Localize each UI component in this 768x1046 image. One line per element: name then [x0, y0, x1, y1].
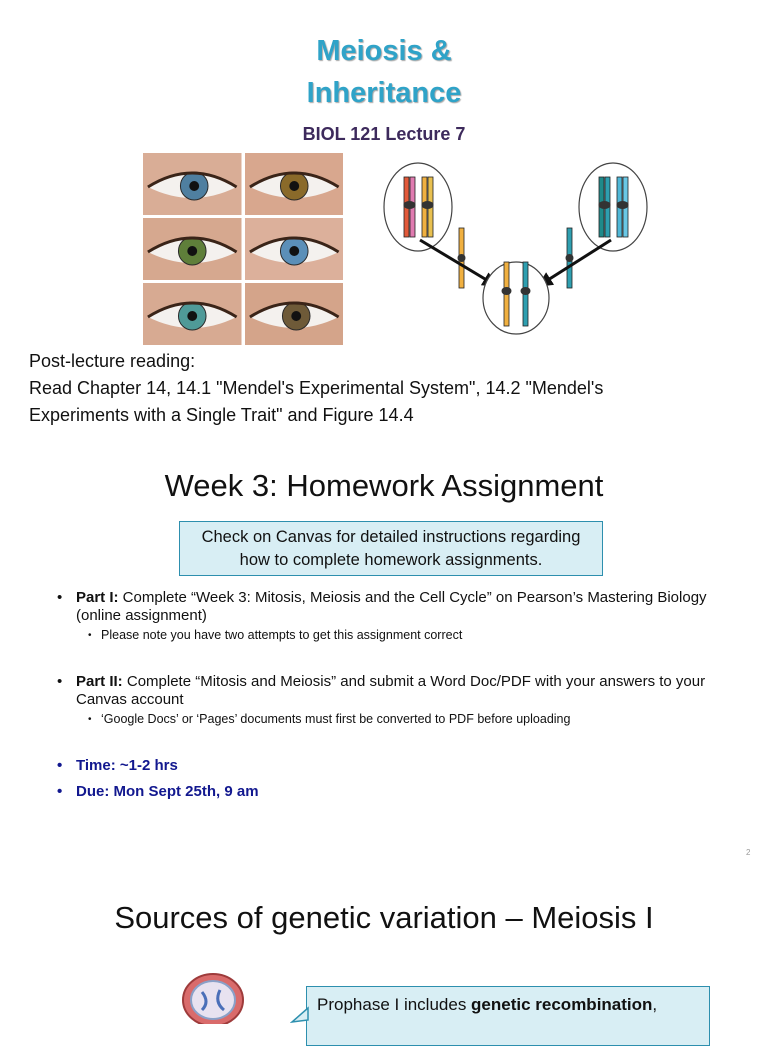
- prophase-bold-text: genetic recombination: [471, 995, 653, 1014]
- reading-line: Read Chapter 14, 14.1 "Mendel's Experimental System", 14.2 "Mendel's: [29, 378, 604, 398]
- page-number: 2: [746, 848, 751, 857]
- part2-text: Complete “Mitosis and Meiosis” and submit a Word Doc/PDF with your answers to your Canvas account: [76, 673, 706, 708]
- title-line-1: Meiosis &: [316, 35, 452, 67]
- time-estimate: • Time: ~1-2 hrs: [57, 757, 717, 775]
- eye-color-photo-grid: [143, 153, 343, 345]
- callout-line: how to complete homework assignments.: [239, 551, 543, 569]
- part2-label: Part II:: [76, 673, 123, 690]
- callout-pointer: [290, 1006, 310, 1024]
- offspring-cell: [483, 262, 549, 334]
- eye-photo: [143, 283, 242, 345]
- homework-heading: Week 3: Homework Assignment: [164, 468, 604, 503]
- lecture-subtitle: BIOL 121 Lecture 7: [302, 124, 466, 144]
- eye-photo: [245, 283, 344, 345]
- eye-photo: [143, 153, 242, 215]
- part2-subbullet: • ‘Google Docs’ or ‘Pages’ documents must first be converted to PDF before uploading: [57, 711, 717, 728]
- prophase-text-suffix: ,: [652, 995, 658, 1014]
- reading-line: Experiments with a Single Trait" and Figure 14.4: [29, 405, 414, 425]
- slide-title: [0, 30, 768, 114]
- reading-heading: Post-lecture reading:: [29, 351, 196, 371]
- eye-photo: [245, 218, 344, 280]
- cell-icon: [180, 970, 246, 1024]
- chromosome-inheritance-diagram: [375, 155, 660, 340]
- post-lecture-reading: [29, 348, 603, 429]
- callout-line: Check on Canvas for detailed instructions regarding: [201, 528, 581, 546]
- part1-label: Part I:: [76, 589, 119, 606]
- part1-bullet: [57, 589, 717, 625]
- parent-cell-left: [384, 163, 452, 251]
- eye-photo: [245, 153, 344, 215]
- part1-text: Complete “Week 3: Mitosis, Meiosis and the Cell Cycle” on Pearson’s Mastering Biology (online assignment): [76, 589, 707, 624]
- inheritance-arrow-right: [540, 240, 611, 285]
- prophase-text: Prophase I includes: [317, 995, 472, 1014]
- title-line-2: Inheritance: [306, 77, 462, 109]
- part1-subbullet: • Please note you have two attempts to get this assignment correct: [57, 627, 717, 644]
- canvas-instructions-callout: [179, 521, 603, 576]
- genetic-variation-heading: Sources of genetic variation – Meiosis I: [114, 900, 654, 935]
- part2-bullet: [57, 673, 717, 709]
- due-date: • Due: Mon Sept 25th, 9 am: [57, 783, 717, 801]
- prophase-callout: [306, 986, 710, 1046]
- eye-photo: [143, 218, 242, 280]
- inheritance-arrow-left: [420, 240, 495, 285]
- homework-bullet-list: [57, 589, 717, 801]
- parent-cell-right: [579, 163, 647, 251]
